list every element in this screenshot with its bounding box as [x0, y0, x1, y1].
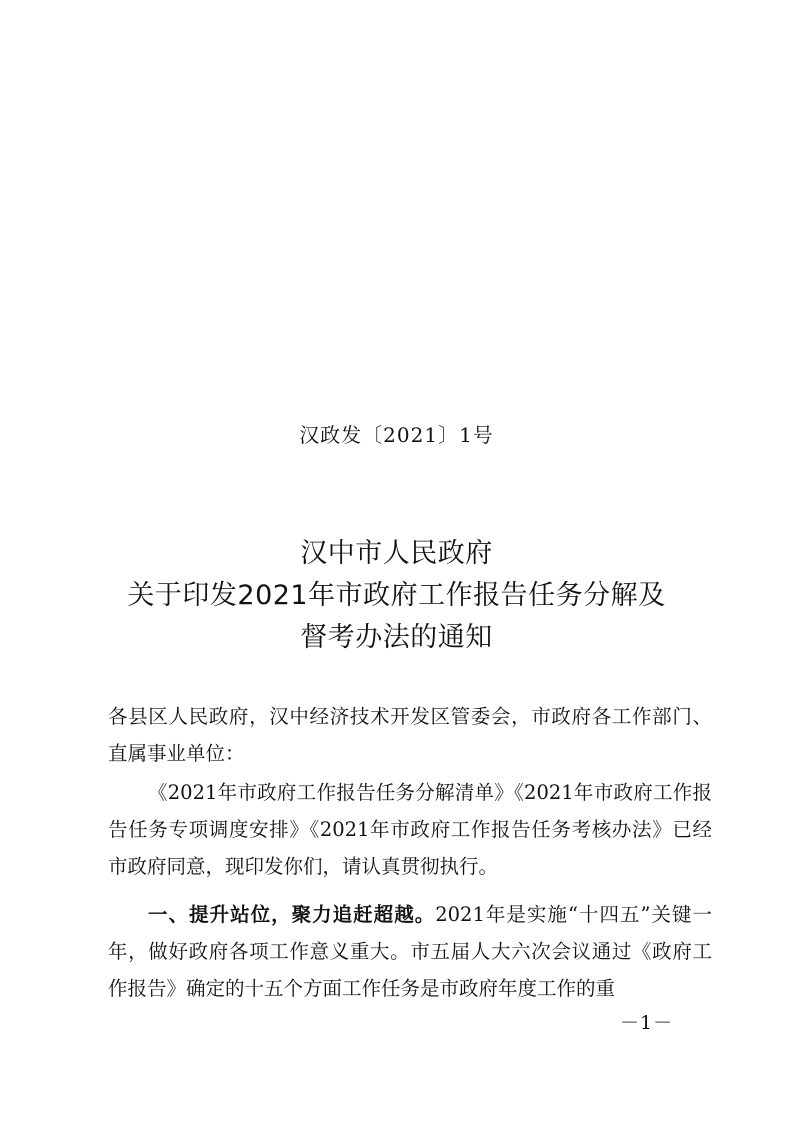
section-1-paragraph: [108, 896, 712, 1007]
document-title: [0, 533, 793, 659]
paragraph-1: 《2021年市政府工作报告任务分解清单》《2021年市政府工作报告任务专项调度安排》《2021年市政府工作报告任务考核办法》已经市政府同意，现印发你们，请认真贯彻执行。: [108, 781, 712, 878]
page-number: －1－: [620, 1012, 674, 1034]
section-1-heading: 一、提升站位，聚力追赶超越。: [148, 903, 436, 926]
section-1-text: 2021年是实施“十四五”关键一年，做好政府各项工作意义重大。市五届人大六次会议通过《政府工作报告》确定的十五个方面工作任务是市政府年度工作的重: [108, 903, 712, 1000]
title-line-1: 汉中市人民政府: [300, 538, 493, 569]
title-line-3: 督考办法的通知: [300, 622, 493, 653]
document-number: 汉政发〔2021〕1号: [299, 423, 494, 447]
salutation: 各县区人民政府，汉中经济技术开发区管委会，市政府各工作部门、直属事业单位：: [108, 705, 712, 765]
title-line-2: 关于印发2021年市政府工作报告任务分解及: [127, 580, 666, 611]
